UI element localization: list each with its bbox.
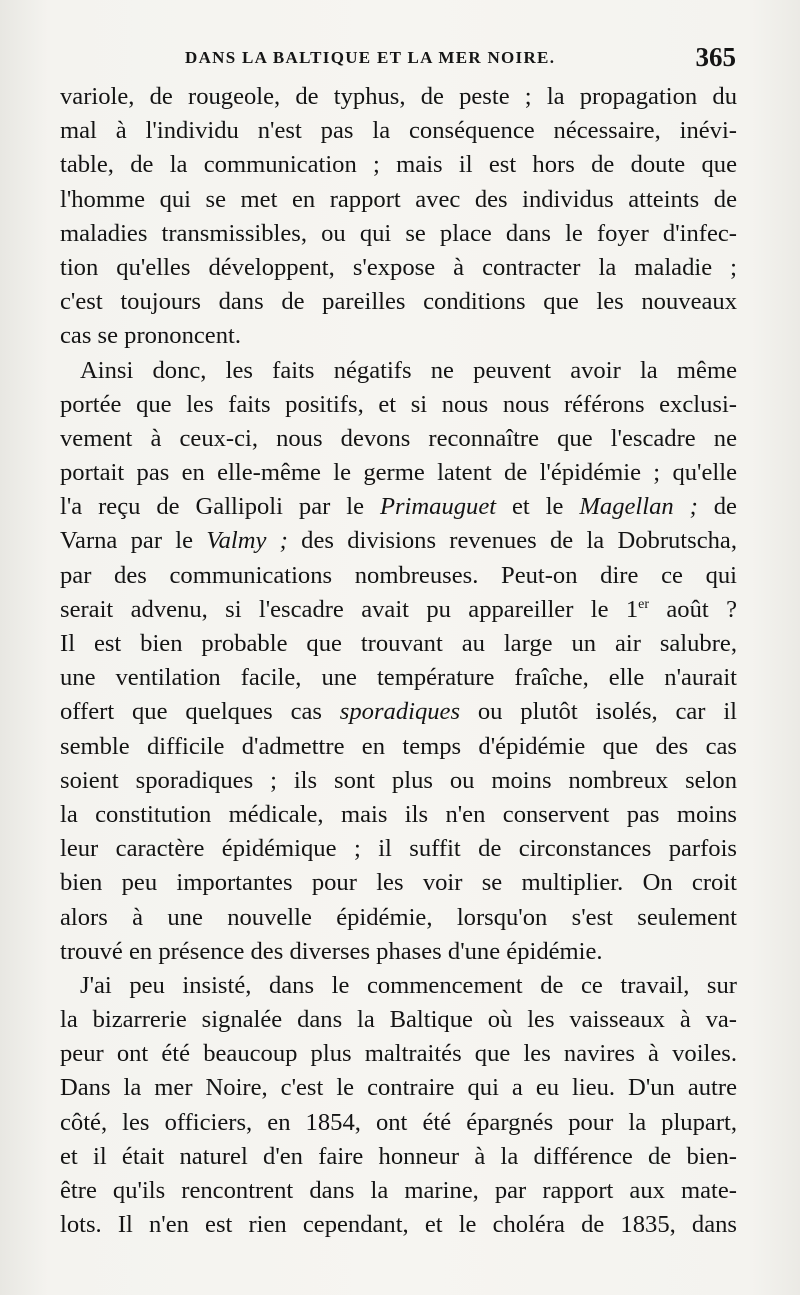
text-line: maladies transmissibles, ou qui se place dans le foyer d'infec-: [60, 219, 737, 247]
text-line: tion qu'elles développent, s'expose à contracter la maladie ;: [60, 253, 737, 281]
italic-term: sporadiques: [339, 698, 461, 726]
text-segment: l'a reçu de Gallipoli par le: [60, 493, 380, 521]
text-segment: et le: [496, 493, 580, 521]
body-text: [60, 80, 737, 1242]
ship-name-valmy: Valmy ;: [206, 527, 288, 555]
text-line: bien peu importantes pour les voir se multiplier. On croit: [60, 869, 737, 897]
text-line: vement à ceux-ci, nous devons reconnaître que l'escadre ne: [60, 424, 737, 452]
text-line: peur ont été beaucoup plus maltraités que les navires à voiles.: [60, 1040, 737, 1068]
text-line: l'homme qui se met en rapport avec des individus atteints de: [60, 185, 737, 213]
paragraph-first-line: Ainsi donc, les faits négatifs ne peuvent avoir la même: [80, 356, 737, 384]
text-line: leur caractère épidémique ; il suffit de circonstances parfois: [60, 835, 737, 863]
text-line: mal à l'individu n'est pas la conséquence nécessaire, inévi-: [60, 117, 737, 145]
text-segment: de: [697, 493, 737, 521]
text-line: [60, 524, 737, 558]
text-line: une ventilation facile, une température fraîche, elle n'aurait: [60, 664, 737, 692]
text-line: Il est bien probable que trouvant au large un air salubre,: [60, 630, 737, 657]
text-line: lots. Il n'en est rien cependant, et le choléra de 1835, dans: [60, 1211, 737, 1239]
ship-name-primauguet: Primauguet: [379, 493, 497, 521]
text-line: soient sporadiques ; ils sont plus ou moins nombreux selon: [60, 766, 737, 794]
text-segment: serait advenu, si l'escadre avait pu appareiller le 1: [60, 595, 639, 623]
text-segment: offert que quelques cas: [60, 698, 340, 726]
text-line: portée que les faits positifs, et si nous nous référons exclusi-: [60, 390, 737, 418]
text-line: [60, 593, 737, 627]
text-segment: août ?: [649, 595, 737, 623]
paragraph-first-line: J'ai peu insisté, dans le commencement de ce travail, sur: [80, 971, 737, 999]
running-title: DANS LA BALTIQUE ET LA MER NOIRE.: [185, 48, 556, 67]
text-line: la constitution médicale, mais ils n'en conservent pas moins: [60, 800, 737, 828]
text-line: [60, 695, 737, 729]
text-line: c'est toujours dans de pareilles conditions que les nouveaux: [60, 288, 737, 316]
text-segment: ou plutôt isolés, car il: [460, 698, 737, 726]
text-line: Dans la mer Noire, c'est le contraire qui a eu lieu. D'un autre: [60, 1074, 737, 1102]
text-line: par des communications nombreuses. Peut-on dire ce qui: [60, 561, 737, 589]
ordinal-superscript: er: [638, 596, 650, 612]
running-head: [60, 42, 736, 76]
page-number: 365: [695, 42, 736, 72]
text-line: portait pas en elle-même le germe latent de l'épidémie ; qu'elle: [60, 459, 737, 487]
ship-name-magellan: Magellan ;: [579, 493, 698, 521]
text-line: alors à une nouvelle épidémie, lorsqu'on s'est seulement: [60, 903, 737, 931]
text-segment: des divisions revenues de la Dobrutscha,: [287, 527, 737, 555]
text-line: semble difficile d'admettre en temps d'épidémie que des cas: [60, 732, 737, 760]
text-line: table, de la communication ; mais il est hors de doute que: [60, 151, 737, 179]
text-segment: Varna par le: [60, 527, 207, 555]
text-line: [60, 490, 737, 524]
text-line: côté, les officiers, en 1854, ont été épargnés pour la plupart,: [60, 1108, 737, 1136]
text-line: être qu'ils rencontrent dans la marine, par rapport aux mate-: [60, 1177, 737, 1204]
text-line: la bizarrerie signalée dans la Baltique où les vaisseaux à va-: [60, 1006, 737, 1034]
text-line: trouvé en présence des diverses phases d'une épidémie.: [60, 937, 603, 965]
text-line: et il était naturel d'en faire honneur à la différence de bien-: [60, 1142, 737, 1170]
text-line: cas se prononcent.: [60, 322, 241, 350]
text-line: variole, de rougeole, de typhus, de peste ; la propagation du: [60, 83, 737, 110]
